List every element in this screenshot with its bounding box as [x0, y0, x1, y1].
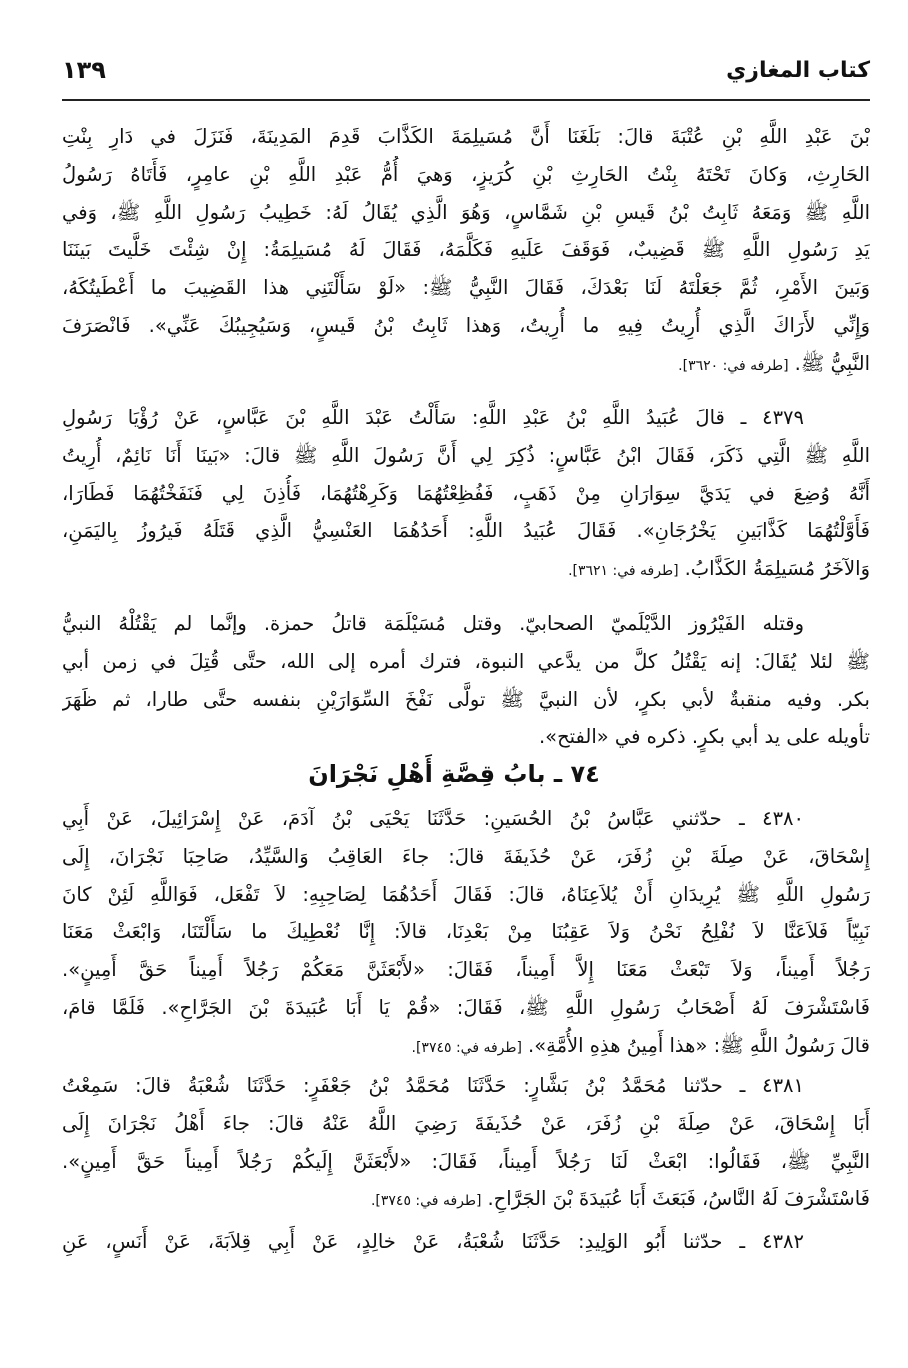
text-line: أَبَا إِسْحَاقَ، عَنْ صِلَةَ بْنِ زُفَرَ، عَنْ حُذَيفَةَ رَضِيَ اللَّهُ عَنْهُ قالَ: جاءَ أَهْلُ نَجْرَانَ إِلَى — [62, 1111, 870, 1135]
text-line: ٤٣٨١ ـ حدّثنا مُحَمَّدُ بْنُ بَشَّارٍ: حَدَّثَنَا مُحَمَّدُ بْنُ جَعْفَرٍ: حَدَّثَنَا شُعْبَةُ قالَ: سَمِعْتُ — [62, 1074, 804, 1097]
text-line: الحَارِثِ، وَكانَ تَحْتَهُ بِنْتُ الحَارِثِ بْنِ كُرَيزٍ، وَهيَ أُمُّ عَبْدِ اللَّهِ بْنِ عامِرٍ، فَأَتَاهُ رَسُولُ — [62, 162, 870, 186]
text-line: نَبِيّاً فَلاَعَنَّا لاَ نُفْلِحُ نَحْنُ وَلاَ عَقِبُنَا مِنْ بَعْدِنَا، قالاَ: إِنَّا نُعْطِيكَ ما سَأَلْتَنَا، وَابْعَثْ مَعَنَا — [62, 920, 870, 944]
text-line: إِسْحَاقَ، عَنْ صِلَةَ بْنِ زُفَرَ، عَنْ حُذَيفَةَ قالَ: جاءَ العَاقِبُ وَالسَّيِّدُ، صَاحِبَا نَجْرَانَ، إِلَى — [62, 844, 870, 868]
header-rule — [62, 99, 870, 101]
text-line: فَأَوَّلْتُهُمَا كَذَّابَينِ يَخْرُجَانِ». فَقَالَ عُبَيدُ اللَّهِ: أَحَدُهُمَا العَنْسِيُّ الَّذِي قَتَلَهُ فَيرُوزُ بِاليَمَنِ، — [62, 519, 870, 543]
text-line: وَإِنِّي لأَرَاكَ الَّذِي أُرِيتُ فِيهِ ما أُرِيتُ، وَهذا ثَابِتُ بْنُ قَيسٍ، وَسَيُجِيبُكَ عَنِّي». فَانْصَرَفَ — [62, 313, 870, 337]
text-line: ٤٣٧٩ ـ قالَ عُبَيدُ اللَّهِ بْنُ عَبْدِ اللَّهِ: سَأَلْتُ عَبْدَ اللَّهِ بْنَ عَبَّاسٍ، عَنْ رُؤْيَا رَسُولِ — [62, 406, 804, 429]
text: قالَ رَسُولُ اللَّهِ ﷺ: «هذا أَمِينُ هذِهِ الأُمَّةِ». — [528, 1033, 870, 1057]
text-line — [62, 1180, 870, 1218]
cross-reference: [طرفه في: ٣٦٢٠]. — [678, 357, 789, 374]
text-line: رَسُولِ اللَّهِ ﷺ يُرِيدَانِ أَنْ يُلاَعِنَاهُ، قالَ: فَقَالَ أَحَدُهُمَا لِصَاحِبِهِ: لاَ تَفْعَل، فَوَاللَّهِ لَئِنْ كانَ — [62, 882, 870, 906]
text-line — [62, 550, 870, 588]
text-line — [62, 1027, 870, 1065]
text-line: يَدِ رَسُولِ اللَّهِ ﷺ قَضِيبٌ، فَوَقَفَ عَلَيهِ فَكَلَّمَهُ، فَقَالَ لَهُ مُسَيلِمَةُ: إِنْ شِئْتَ خَلَّيتَ بَينَنَا — [62, 238, 870, 262]
text-line: اللَّهِ ﷺ الَّتِي ذَكَرَ، فَقَالَ ابْنُ عَبَّاسٍ: ذُكِرَ لِي أَنَّ رَسُولَ اللَّهِ ﷺ قالَ: «بَينَا أَنَا نَائِمٌ، أُرِيتُ — [62, 443, 870, 467]
text-line: تأويله على يد أبي بكرٍ. ذكره في «الفتح». — [538, 725, 870, 749]
text: النَّبِيُّ ﷺ. — [794, 351, 870, 375]
text-line: ﷺ لئلا يُقَالَ: إنه يَقْتُلُ كلَّ من يدَّعي النبوة، فترك أمره إلى الله، حتَّى قُتِلَ في زمن أبي — [62, 649, 870, 673]
text-line: النَّبِيِّ ﷺ، فَقَالُوا: ابْعَثْ لَنَا رَجُلاً أَمِيناً، فَقَالَ: «لأَبْعَثَنَّ إِلَيكُمْ رَجُلاً أَمِيناً حَقَّ أَمِينٍ». — [62, 1149, 870, 1173]
text-line: أَنَّهُ وُضِعَ في يَدَيَّ سِوَارَانِ مِنْ ذَهَبٍ، فَفُظِعْتُهُمَا وَكَرِهْتُهُمَا، فَأُذِنَ لِي فَنَفَخْتُهُمَا فَطَارَا، — [62, 481, 870, 505]
hadith-4379 — [62, 399, 870, 588]
hadith-4381 — [62, 1067, 870, 1218]
cross-reference: [طرفه في: ٣٧٤٥]. — [411, 1039, 523, 1056]
text-line: فَاسْتَشْرَفَ لَهُ أَصْحَابُ رَسُولِ اللَّهِ ﷺ، فَقَالَ: «قُمْ يَا أَبَا عُبَيدَةَ بْنَ الجَرَّاحِ». فَلَمَّا قامَ، — [62, 995, 870, 1019]
text-line: وَبَينَ الأَمْرِ، ثُمَّ جَعَلْتَهُ لَنَا بَعْدَكَ، فَقَالَ النَّبِيُّ ﷺ: «لَوْ سَأَلْتَنِي هذا القَضِيبَ ما أَعْطَيتُكَهُ، — [62, 276, 870, 300]
cross-reference: [طرفه في: ٣٦٢١]. — [568, 563, 679, 580]
text-line: وقتله الفَيْرُوز الدَّيْلَميّ الصحابيّ. وقتل مُسَيْلَمَة قاتلُ حمزة. وإنَّما لم يَقْتُلْهُ النبيُّ — [62, 612, 804, 635]
text-line: رَجُلاً أَمِيناً، وَلاَ تَبْعَثْ مَعَنَا إِلاَّ أَمِيناً، فَقَالَ: «لأَبْعَثَنَّ مَعَكُمْ رَجُلاً أَمِيناً حَقَّ أَمِينٍ». — [62, 958, 870, 982]
text-line — [62, 345, 870, 383]
page-number: ١٣٩ — [62, 56, 106, 84]
hadith-4382 — [62, 1223, 870, 1261]
running-header-book-title: كتاب المغازي — [726, 58, 870, 83]
paragraph-continuation — [62, 118, 870, 383]
hadith-4380 — [62, 800, 870, 1065]
text: وَالآخَرُ مُسَيلِمَةُ الكَذَّابُ. — [684, 557, 870, 581]
chapter-heading: ٧٤ ـ بابُ قِصَّةِ أَهْلِ نَجْرَانَ — [308, 760, 600, 788]
text-line: ٤٣٨٠ ـ حدّثني عَبَّاسُ بْنُ الحُسَينِ: حَدَّثَنَا يَحْيَى بْنُ آدَمَ، عَنْ إِسْرَائِيلَ، عَنْ أَبِي — [62, 807, 804, 830]
text-line: بْنَ عَبْدِ اللَّهِ بْنِ عُتْبَةَ قالَ: بَلَغَنَا أَنَّ مُسَيلِمَةَ الكَذَّابَ قَدِمَ المَدِينَةَ، فَنَزَلَ في دَارِ بِنْتِ — [62, 125, 870, 148]
text-line: بكر. وفيه منقبةٌ لأبي بكرٍ، لأن النبيَّ ﷺ تولَّى نَفْخَ السِّوَارَيْنِ بنفسه حتَّى طارا، ثم ظَهَرَ — [62, 687, 870, 711]
text-line: اللَّهِ ﷺ وَمَعَهُ ثَابِتُ بْنُ قَيسِ بْنِ شَمَّاسٍ، وَهُوَ الَّذِي يُقَالُ لَهُ: خَطِيبُ رَسُولِ اللَّهِ ﷺ، وَفي — [62, 200, 870, 224]
text: فَاسْتَشْرَفَ لَهُ النَّاسُ، فَبَعَثَ أَبَا عُبَيدَةَ بْنَ الجَرَّاحِ. — [487, 1187, 870, 1211]
text-line: ٤٣٨٢ ـ حدّثنا أَبُو الوَلِيدِ: حَدَّثَنَا شُعْبَةُ، عَنْ خالِدٍ، عَنْ أَبِي قِلاَبَةَ، عَنْ أَنَسٍ، عَنِ — [62, 1230, 804, 1253]
commentary — [62, 605, 870, 756]
cross-reference: [طرفه في: ٣٧٤٥]. — [370, 1193, 482, 1210]
